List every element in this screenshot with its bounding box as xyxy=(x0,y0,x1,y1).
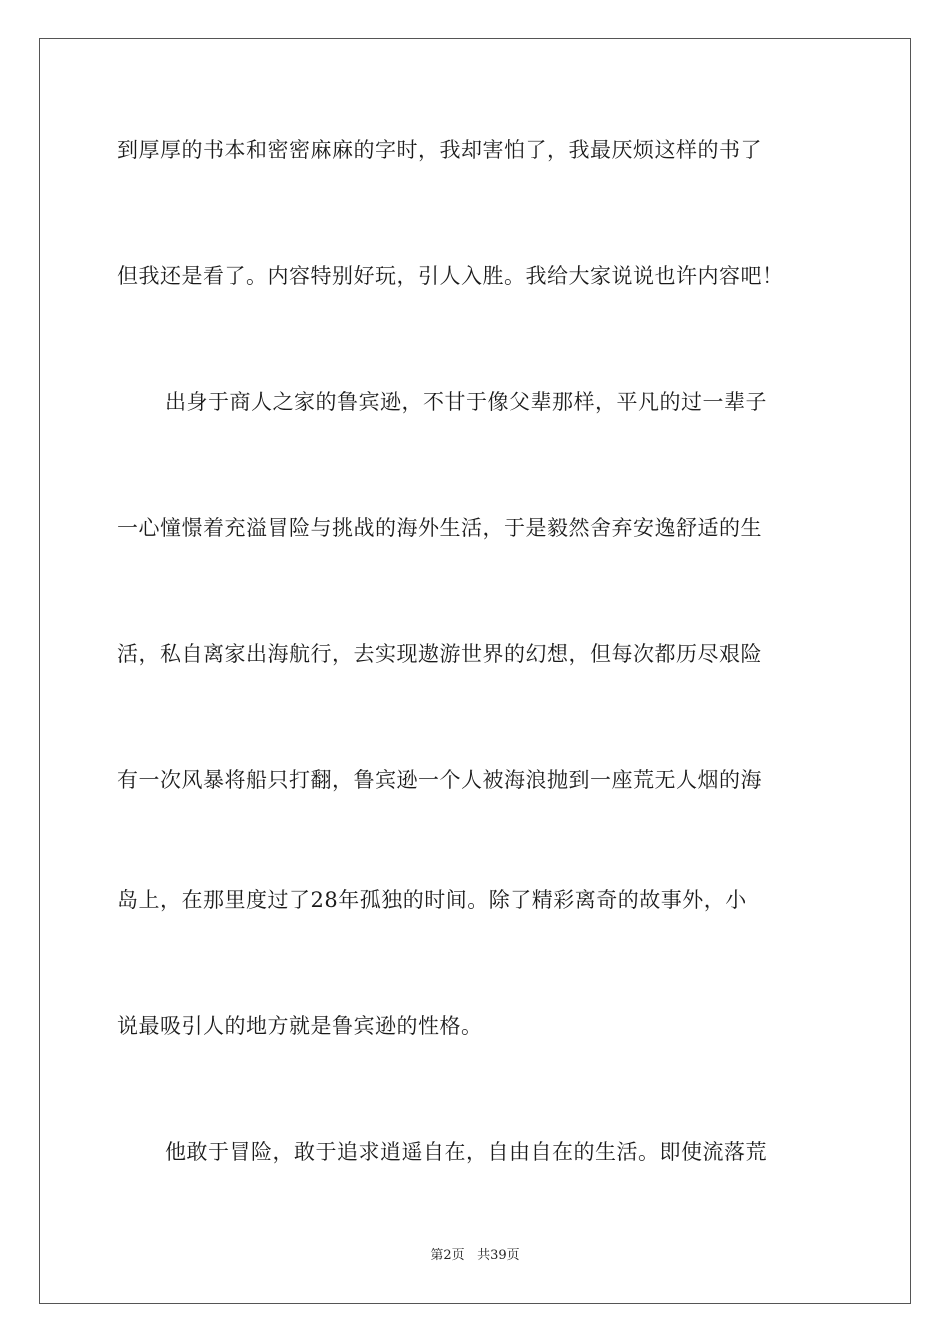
text-line: 说最吸引人的地方就是鲁宾逊的性格。 xyxy=(117,1014,483,1038)
text-line: 有一次风暴将船只打翻，鲁宾逊一个人被海浪抛到一座荒无人烟的海 xyxy=(117,768,762,792)
page-border xyxy=(39,38,911,1304)
text-line: 一心憧憬着充溢冒险与挑战的海外生活，于是毅然舍弃安逸舒适的生 xyxy=(117,516,762,540)
page-number: 第2页 xyxy=(430,1248,465,1263)
text-line: 活，私自离家出海航行，去实现遨游世界的幻想，但每次都历尽艰险 xyxy=(117,642,762,666)
page-total: 共39页 xyxy=(477,1248,520,1263)
text-line: 岛上，在那里度过了28年孤独的时间。除了精彩离奇的故事外，小 xyxy=(117,888,747,912)
paragraph-start-line: 出身于商人之家的鲁宾逊，不甘于像父辈那样，平凡的过一辈子 xyxy=(165,390,767,414)
text-line: 但我还是看了。内容特别好玩，引人入胜。我给大家说说也许内容吧！ xyxy=(117,264,784,288)
paragraph-start-line: 他敢于冒险，敢于追求逍遥自在，自由自在的生活。即使流落荒 xyxy=(165,1140,767,1164)
text-line: 到厚厚的书本和密密麻麻的字时，我却害怕了，我最厌烦这样的书了 xyxy=(117,138,762,162)
page-footer xyxy=(0,1247,950,1265)
